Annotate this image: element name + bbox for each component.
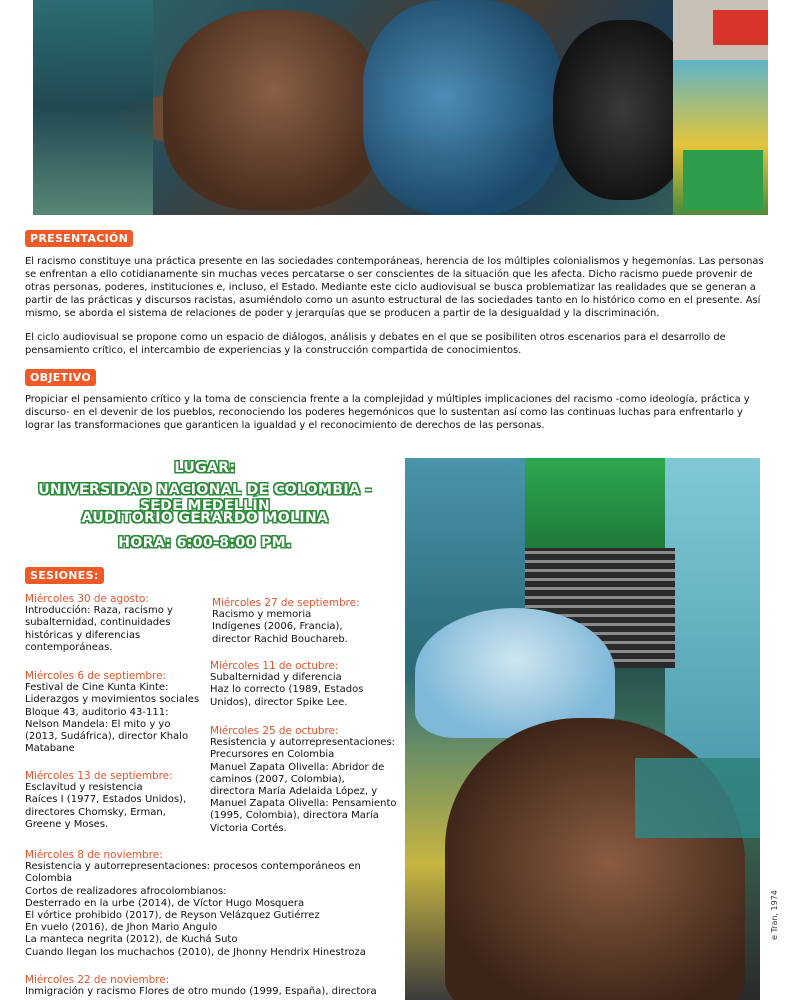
- session-line: El vórtice prohibido (2017), de Reyson Velázquez Gutiérrez: [25, 910, 320, 922]
- session-line: Resistencia y autorrepresentaciones:: [210, 737, 396, 749]
- session-line: caminos (2007, Colombia),: [210, 773, 345, 785]
- session-line: directores Chomsky, Erman,: [25, 806, 166, 818]
- session-line: Matabane: [25, 743, 75, 755]
- session-7: [25, 849, 403, 959]
- header-artwork: [33, 0, 768, 215]
- session-line: La manteca negrita (2012), de Kuchá Suto: [25, 934, 238, 946]
- session-line: Nelson Mandela: El mito y yo: [25, 718, 171, 730]
- session-date: Miércoles 8 de noviembre:: [25, 849, 163, 861]
- session-line: Racismo y memoria: [212, 609, 312, 621]
- session-line: Colombia: [25, 873, 72, 885]
- session-line: Precursores en Colombia: [210, 749, 335, 761]
- session-line: directora María Adelaida López, y: [210, 786, 378, 798]
- session-5: [210, 660, 400, 709]
- session-line: subalternidad, continuidades: [25, 617, 171, 629]
- session-line: En vuelo (2016), de Jhon Mario Angulo: [25, 922, 218, 934]
- lugar-auditorio: AUDITORIO GERARDO MOLINA: [81, 510, 329, 526]
- heading-objetivo: OBJETIVO: [25, 369, 96, 386]
- session-date: Miércoles 6 de septiembre:: [25, 670, 166, 682]
- heading-sesiones: SESIONES:: [25, 567, 104, 584]
- artwork-credit: e Tran, 1974: [770, 890, 779, 940]
- lugar-venue: UNIVERSIDAD NACIONAL DE COLOMBIA - SEDE MEDELLÍN: [38, 482, 372, 514]
- session-line: Subalternidad y diferencia: [210, 672, 342, 684]
- session-3: [25, 770, 215, 831]
- session-line: Esclavitud y resistencia: [25, 782, 143, 794]
- objetivo-paragraph: Propiciar el pensamiento crítico y la toma de consciencia frente a la complejidad y múltiples implicaciones del racismo -como ideología, práctica y discurso- en el devenir de los pueblos, reconociendo los poderes hegemónicos que lo sustentan así como las continuas luchas para enfrentarlo y lograr las transformaciones que garanticen la igualdad y el reconocimiento de derechos de las personas.: [25, 394, 750, 431]
- presentacion-paragraph-1: El racismo constituye una práctica presente en las sociedades contemporáneas, herencia de los múltiples colonialismos y hegemonías. Las personas se enfrentan a ello cotidianamente sin muchas veces percatarse o ser conscientes de la situación que les afecta. Dicho racismo puede provenir de otras personas, poderes, instituciones e, incluso, el Estado. Mediante este ciclo audiovisual se busca problematizar las realidades que se generan a partir de las prácticas y discursos racistas, asumiéndolo como un asunto estructural de las sociedades tanto en lo histórico como en el presente. Así mismo, se aborda el sistema de relaciones de poder y jerarquías que se producen a partir de la desigualdad y la discriminación.: [25, 256, 764, 319]
- side-artwork: [405, 458, 760, 1000]
- session-line: Liderazgos y movimientos sociales: [25, 694, 200, 706]
- lugar-hora: HORA: 6:00-8:00 PM.: [118, 535, 292, 551]
- session-4: [212, 597, 402, 646]
- session-line: Cuando llegan los muchachos (2010), de Jhonny Hendrix Hinestroza: [25, 946, 366, 958]
- session-date: Miércoles 25 de octubre:: [210, 725, 339, 737]
- session-line: Greene y Moses.: [25, 818, 109, 830]
- session-line: Haz lo correcto (1989, Estados: [210, 684, 364, 696]
- session-date: Miércoles 22 de noviembre:: [25, 974, 170, 986]
- session-line: Resistencia y autorrepresentaciones: procesos contemporáneos en: [25, 861, 361, 873]
- session-date: Miércoles 11 de octubre:: [210, 660, 339, 672]
- session-date: Miércoles 30 de agosto:: [25, 593, 149, 605]
- session-8: [25, 974, 403, 998]
- session-1: [25, 593, 210, 654]
- session-line: históricas y diferencias: [25, 629, 141, 641]
- session-line: Indígenes (2006, Francia),: [212, 621, 343, 633]
- session-line: (1995, Colombia), directora María: [210, 810, 379, 822]
- session-line: Manuel Zapata Olivella: Pensamiento: [210, 798, 397, 810]
- heading-presentacion: PRESENTACIÓN: [25, 230, 133, 247]
- session-6: [210, 725, 405, 835]
- session-line: contemporáneas.: [25, 641, 113, 653]
- session-line: Bloque 43, auditorio 43-111:: [25, 706, 169, 718]
- session-line: Victoria Cortés.: [210, 822, 287, 834]
- session-line: Inmigración y racismo Flores de otro mundo (1999, España), directora: [25, 986, 377, 998]
- presentacion-paragraph-2: El ciclo audiovisual se propone como un espacio de diálogos, análisis y debates en el que se posibiliten otros escenarios para el desarrollo de pensamiento crítico, el intercambio de experiencias y la construcción compartida de conocimientos.: [25, 332, 726, 356]
- session-2: [25, 670, 215, 755]
- session-date: Miércoles 27 de septiembre:: [212, 597, 360, 609]
- session-line: Unidos), director Spike Lee.: [210, 696, 348, 708]
- session-line: Desterrado en la urbe (2014), de Víctor Hugo Mosquera: [25, 897, 305, 909]
- session-line: Cortos de realizadores afrocolombianos:: [25, 885, 227, 897]
- session-line: Festival de Cine Kunta Kinte:: [25, 682, 169, 694]
- session-line: Introducción: Raza, racismo y: [25, 605, 173, 617]
- session-line: (2013, Sudáfrica), director Khalo: [25, 731, 189, 743]
- session-line: director Rachid Bouchareb.: [212, 633, 348, 645]
- session-date: Miércoles 13 de septiembre:: [25, 770, 173, 782]
- session-line: Raíces I (1977, Estados Unidos),: [25, 794, 187, 806]
- session-line: Manuel Zapata Olivella: Abridor de: [210, 761, 385, 773]
- lugar-label: LUGAR:: [174, 460, 236, 476]
